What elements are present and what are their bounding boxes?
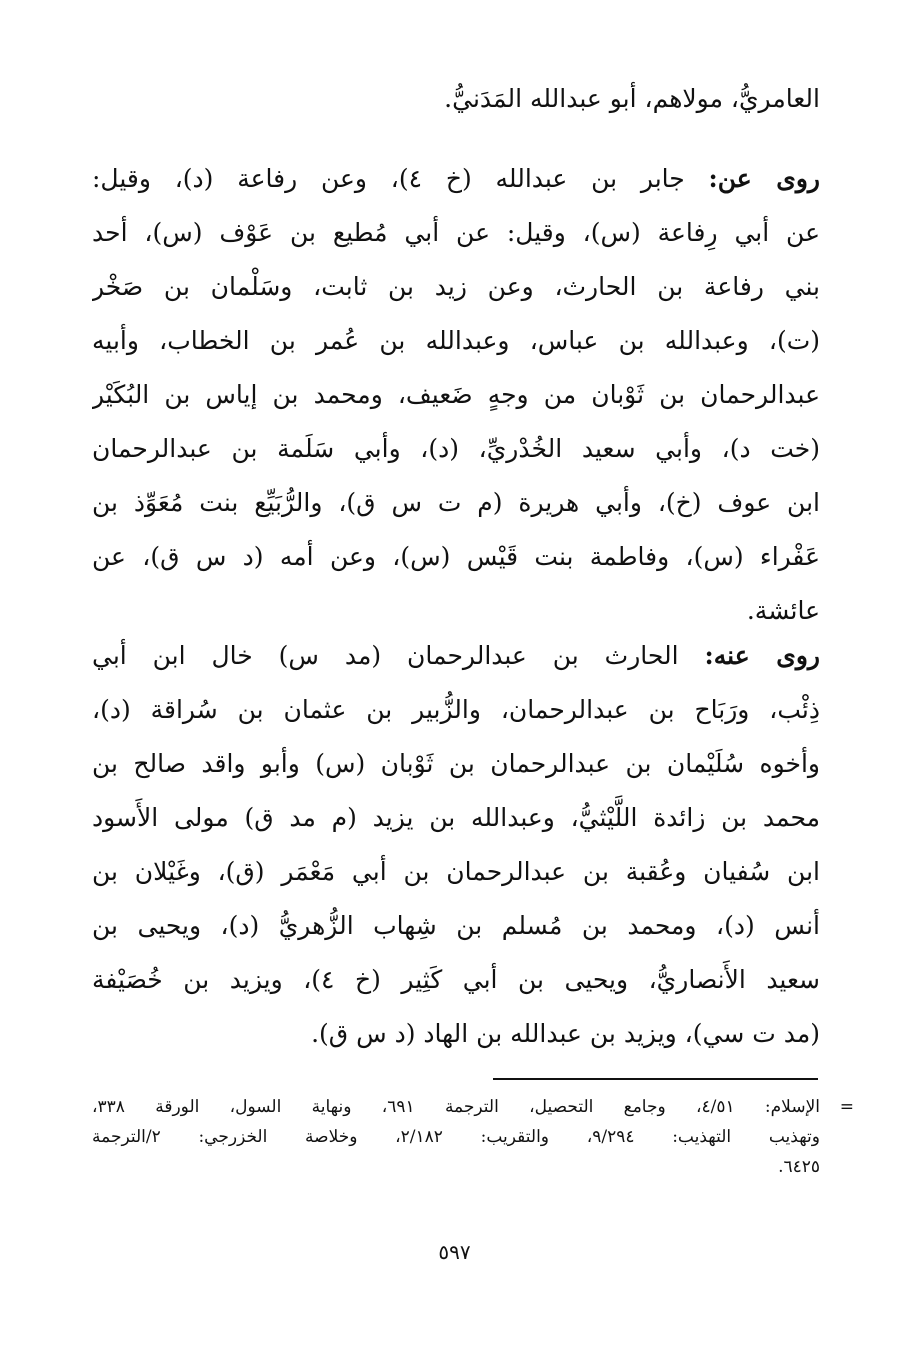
footnote-line: وتهذيب التهذيب: ٩/٢٩٤، والتقريب: ٢/١٨٢، وخلاصة الخزرجي: ٢/الترجمة (92, 1127, 820, 1147)
paragraph-line (92, 152, 820, 206)
line-text: جابر بن عبدالله (خ ٤)، وعن رفاعة (د)، وقيل: (92, 164, 685, 193)
narrated-by-paragraph (92, 629, 820, 1061)
narrated-from-paragraph (92, 152, 820, 638)
paragraph-line: (مد ت سي)، ويزيد بن عبدالله بن الهاد (د س ق). (311, 1019, 820, 1048)
narrated-from-label: روى عن: (708, 164, 820, 193)
page-number: ٥٩٧ (438, 1240, 471, 1264)
paragraph-line: ابن عوف (خ)، وأبي هريرة (م ت س ق)، والرُّبَيِّع بنت مُعَوِّذ بن (92, 488, 820, 517)
paragraph-line: بني رفاعة بن الحارث، وعن زيد بن ثابت، وسَلْمان بن صَخْر (92, 272, 820, 301)
paragraph-line: عن أبي رِفاعة (س)، وقيل: عن أبي مُطيع بن عَوْف (س)، أحد (92, 218, 820, 247)
paragraph-line: (ت)، وعبدالله بن عباس، وعبدالله بن عُمر بن الخطاب، وأبيه (92, 326, 820, 355)
paragraph-line: (خت د)، وأبي سعيد الخُدْريِّ، (د)، وأبي سَلَمة بن عبدالرحمان (92, 434, 820, 463)
paragraph-line: وأخوه سُلَيْمان بن عبدالرحمان بن ثَوْبان (س) وأبو واقد صالح بن (92, 749, 820, 778)
footnote-line: ٦٤٢٥. (778, 1157, 820, 1177)
footnote-line: الإسلام: ٤/٥١، وجامع التحصيل، الترجمة ٦٩١، ونهاية السول، الورقة ٣٣٨، (92, 1097, 820, 1117)
intro-text: العامريُّ، مولاهم، أبو عبدالله المَدَنيُّ. (444, 84, 820, 113)
paragraph-line: ذِئْب، ورَبَاح بن عبدالرحمان، والزُّبير بن عثمان بن سُراقة (د)، (92, 695, 820, 724)
paragraph-line: محمد بن زائدة اللَّيْثيُّ، وعبدالله بن يزيد (م مد ق) مولى الأَسود (92, 803, 820, 832)
footnote-divider (493, 1078, 818, 1080)
footnotes (92, 1092, 854, 1182)
intro-line (92, 72, 820, 126)
paragraph-line: عَفْراء (س)، وفاطمة بنت قَيْس (س)، وعن أمه (د س ق)، عن (92, 542, 820, 571)
paragraph-line: ابن سُفيان وعُقبة بن عبدالرحمان بن أبي مَعْمَر (ق)، وغَيْلان بن (92, 857, 820, 886)
paragraph-line: أنس (د)، ومحمد بن مُسلم بن شِهاب الزُّهريُّ (د)، ويحيى بن (92, 911, 820, 940)
narrated-by-label: روى عنه: (704, 641, 820, 670)
paragraph-line: عائشة. (746, 596, 820, 625)
footnote-continuation-marker: = (839, 1097, 854, 1117)
paragraph-line (92, 629, 820, 683)
line-text: الحارث بن عبدالرحمان (مد س) خال ابن أبي (92, 641, 679, 670)
paragraph-line: عبدالرحمان بن ثَوْبان من وجهٍ ضَعيف، ومحمد بن إياس بن البُكَيْر (92, 380, 820, 409)
paragraph-line: سعيد الأَنصاريُّ، ويحيى بن أبي كَثِير (خ ٤)، ويزيد بن خُصَيْفة (92, 965, 820, 994)
